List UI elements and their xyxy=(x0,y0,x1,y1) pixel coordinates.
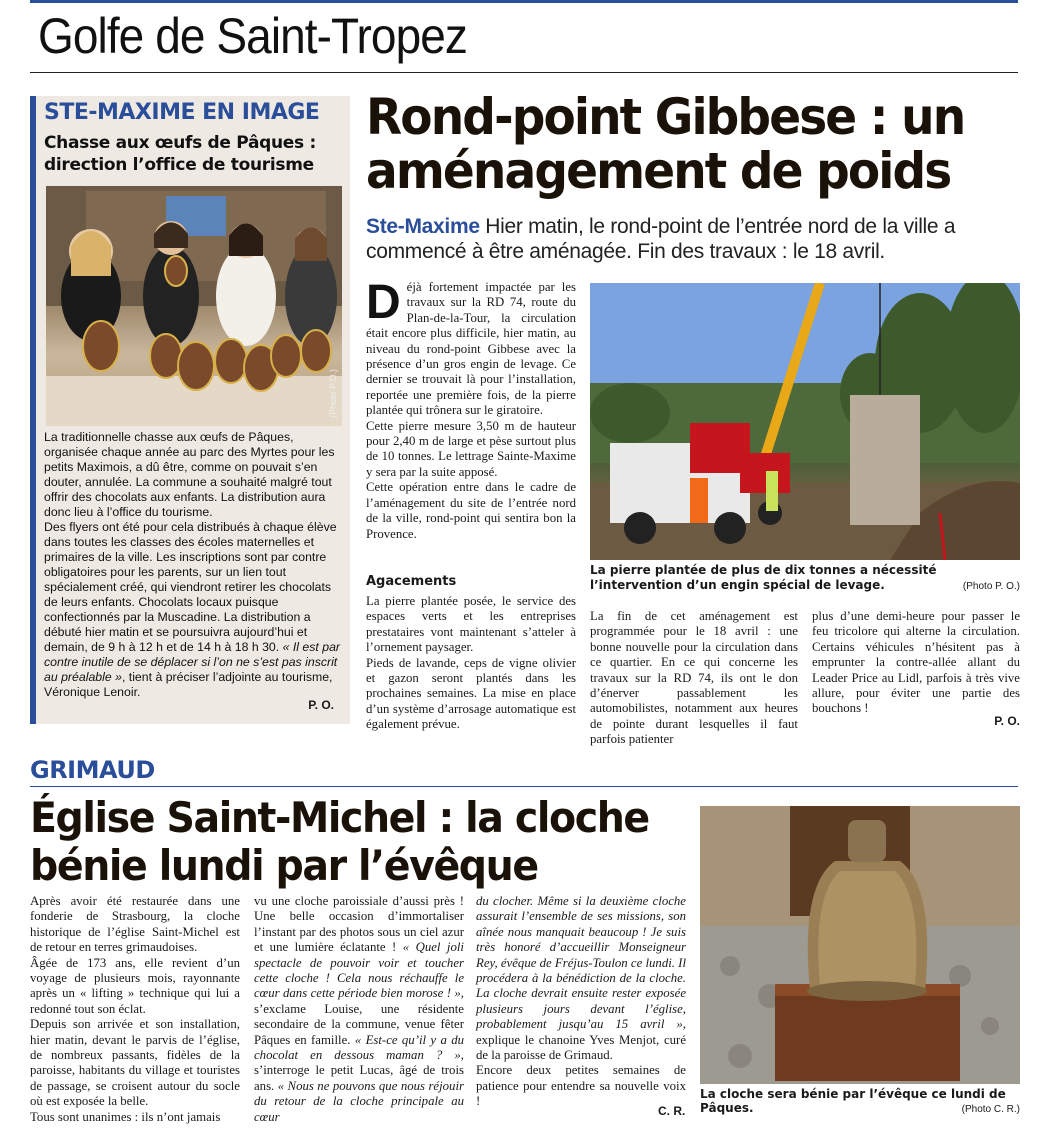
main-paragraph: Pieds de lavande, ceps de vigne olivier et gazon seront plantés dans les prochaines semaines. La mise en place d’un système d’arrosage automatique est également prévue. xyxy=(366,655,576,732)
bottom-text: , s’exclame Louise, une résidente secondaire de la commune, venue fêter Pâques en famille. xyxy=(254,986,464,1047)
sidebar-paragraph xyxy=(44,520,344,700)
main-photo-caption: La pierre plantée de plus de dix tonnes a nécessité l’intervention d’un engin spécial de levage. xyxy=(590,563,937,592)
lead-text: Hier matin, le rond-point de l’entrée nord de la ville a commencé à être aménagée. Fin des travaux : le 18 avril. xyxy=(366,215,956,263)
bottom-paragraph xyxy=(254,894,464,1125)
bottom-signature: C. R. xyxy=(658,1104,686,1118)
bottom-paragraph: Encore deux petites semaines de patience pour entendre sa nouvelle voix ! xyxy=(476,1063,686,1109)
bell-photo-caption: La cloche sera bénie par l’évêque ce lundi de Pâques. xyxy=(700,1087,1006,1115)
main-column-1 xyxy=(366,276,576,542)
bottom-paragraph: Tous sont unanimes : ils n’ont jamais xyxy=(30,1109,221,1124)
sidebar-signature: P. O. xyxy=(308,698,334,712)
main-headline: Rond-point Gibbese : un aménagement de poids xyxy=(366,88,965,200)
bell-photo xyxy=(700,806,1020,1084)
crane-and-standing-stone-illustration xyxy=(590,283,1020,560)
bottom-text: vu une cloche paroissiale d’aussi près ! Une belle occasion d’immortaliser l’instant par des photos sous un ciel azur et une lumière éclatante ! xyxy=(254,894,464,955)
sidebar-text: , tient à préciser l’adjointe au tourisme, Véronique Lenoir. xyxy=(44,670,333,699)
section-title: Golfe de Saint-Tropez xyxy=(38,8,467,64)
main-column-3: plus d’une demi-heure pour passer le feu tricolore qui alterne la circulation. Certains véhicules n’hésitent pas à emprunter la contre-allée allant du Leader Price au Lidl, parfois à très vive allure, pour éviter une partie des bouchons ! xyxy=(812,609,1020,716)
main-text: éjà fortement impactée par les travaux sur la RD 74, route du Plan-de-la-Tour, la circulation était encore plus difficile, hier matin, au niveau du rond-point Gibbese avec la présence d’un gros engin de levage. Ce dernier se trouvait là pour l’installation, reportée une première fois, de la pierre plantée qui trônera sur le giratoire. xyxy=(366,280,576,418)
main-photo xyxy=(590,283,1020,560)
bottom-paragraph xyxy=(476,894,686,1063)
main-paragraph: Cette pierre mesure 3,50 m de hauteur pour 2,40 m de large et pèse surtout plus de 10 tonnes. Le lettrage Sainte-Maxime y sera par la suite apposé. xyxy=(366,418,576,479)
bottom-text: , s’interroge le petit Lucas, âgé de trois ans. xyxy=(254,1048,464,1093)
main-photo-credit: (Photo P. O.) xyxy=(962,581,1020,592)
sidebar-body xyxy=(44,430,344,700)
bottom-paragraph: Âgée de 173 ans, elle revient d’un voyage de plusieurs mois, rayonnante après un « lifting » technique qui lui a redonné tout son éclat. xyxy=(30,955,240,1016)
bottom-quote: « Est-ce qu’il y a du chocolat en dessous maman ? » xyxy=(254,1032,464,1063)
bottom-paragraph: Depuis son arrivée et son installation, hier matin, devant le parvis de l’église, de nombreux passants, fidèles de la paroisse, habitants du village et touristes de passage, se croisent autour du socle où est exposée la belle. xyxy=(30,1017,240,1109)
sidebar-kicker: STE-MAXIME EN IMAGE xyxy=(44,100,320,125)
bottom-column-1 xyxy=(30,894,240,1125)
bottom-column-2 xyxy=(254,894,464,1125)
main-paragraph: La pierre plantée posée, le service des espaces verts et les entreprises prestataires vont maintenant s’atteler à l’ornement paysager. xyxy=(366,594,576,655)
bottom-quote: du clocher. Même si la deuxième cloche assurait l’ensemble de ses missions, son aînée nous manquait beaucoup ! Je suis très honoré d’accueillir Monseigneur Rey, évêque de Fréjus-Toulon ce lundi. Il procédera à la bénédiction de la cloche. La cloche devrait ensuite rester exposée plusieurs jours devant l’église, probablement jusqu’au 15 avril » xyxy=(476,894,686,1032)
section-rule xyxy=(30,72,1018,73)
sidebar-paragraph: La traditionnelle chasse aux œufs de Pâques, organisée chaque année au parc des Myrtes pour les petits Maximois, a dû être, comme on pouvait s’en douter, annulée. La commune a souhaité malgré tout offrir des chocolats aux enfants. La distribution aura donc lieu à l’office du tourisme. xyxy=(44,430,335,519)
sidebar-quote: « Il est par contre inutile de se déplacer si l’on ne s’est pas inscrit au préalable » xyxy=(44,640,341,684)
main-column-2: La fin de cet aménagement est programmée pour le 18 avril : une bonne nouvelle pour la circulation dans ce quartier. En ce qui concerne les travaux sur la RD 74, ils ont le don d’énerver passablement les automobilistes, notamment aux heures de pointe durant lesquelles il faut parfois patienter xyxy=(590,609,798,747)
sidebar-photo-credit: (Photo P.O.) xyxy=(328,369,338,418)
grimaud-kicker: GRIMAUD xyxy=(30,756,155,784)
top-rule xyxy=(30,0,1018,3)
church-bell-illustration xyxy=(700,806,1020,1084)
bottom-quote: « Nous ne pouvons que nous réjouir du retour de la cloche principale au cœur xyxy=(254,1078,464,1124)
main-subhead: Agacements xyxy=(366,574,457,589)
sidebar-text: Des flyers ont été pour cela distribués à chaque élève dans toutes les classes des écoles maternelles et primaires de la ville. Les inscriptions sont par contre obligatoires pour les parents, sur un lien tout spécialement créé, qui viendront retirer les chocolats de leurs enfants. Chocolats locaux puisque confectionnés par la Muscadine. La distribution a débuté hier matin et se poursuivra aujourd’hui et demain, de 9 h à 12 h et de 14 h à 18 h 30. xyxy=(44,520,337,654)
main-paragraph xyxy=(366,276,576,419)
bottom-paragraph: Après avoir été restaurée dans une fonderie de Strasbourg, la cloche historique de l’église Saint-Michel est de retour en terres grimaudoises. xyxy=(30,894,240,955)
main-signature: P. O. xyxy=(994,714,1020,728)
bell-photo-credit: (Photo C. R.) xyxy=(961,1104,1020,1115)
drop-cap: D xyxy=(366,276,401,329)
bottom-headline: Église Saint-Michel : la cloche bénie lundi par l’évêque xyxy=(30,793,649,890)
women-with-chocolate-eggs-illustration xyxy=(46,186,342,426)
bottom-text: , explique le chanoine Yves Menjot, curé de la paroisse de Grimaud. xyxy=(476,1017,686,1063)
sidebar-photo xyxy=(46,186,342,426)
main-paragraph: Cette opération entre dans le cadre de l’aménagement du site de l’entrée nord de la ville, rond-point qui sentira bon la Provence. xyxy=(366,480,576,541)
bottom-column-3 xyxy=(476,894,686,1110)
grimaud-rule xyxy=(30,786,1018,787)
sidebar-headline: Chasse aux œufs de Pâques : direction l’office de tourisme xyxy=(44,133,316,175)
lead-place: Ste-Maxime xyxy=(366,215,480,238)
bottom-quote: « Quel joli spectacle de pouvoir voir et toucher cette cloche ! Cela nous réchauffe le cœur dans cette période bien morose ! » xyxy=(254,940,464,1001)
main-column-1b xyxy=(366,594,576,733)
main-lead xyxy=(366,214,1022,264)
